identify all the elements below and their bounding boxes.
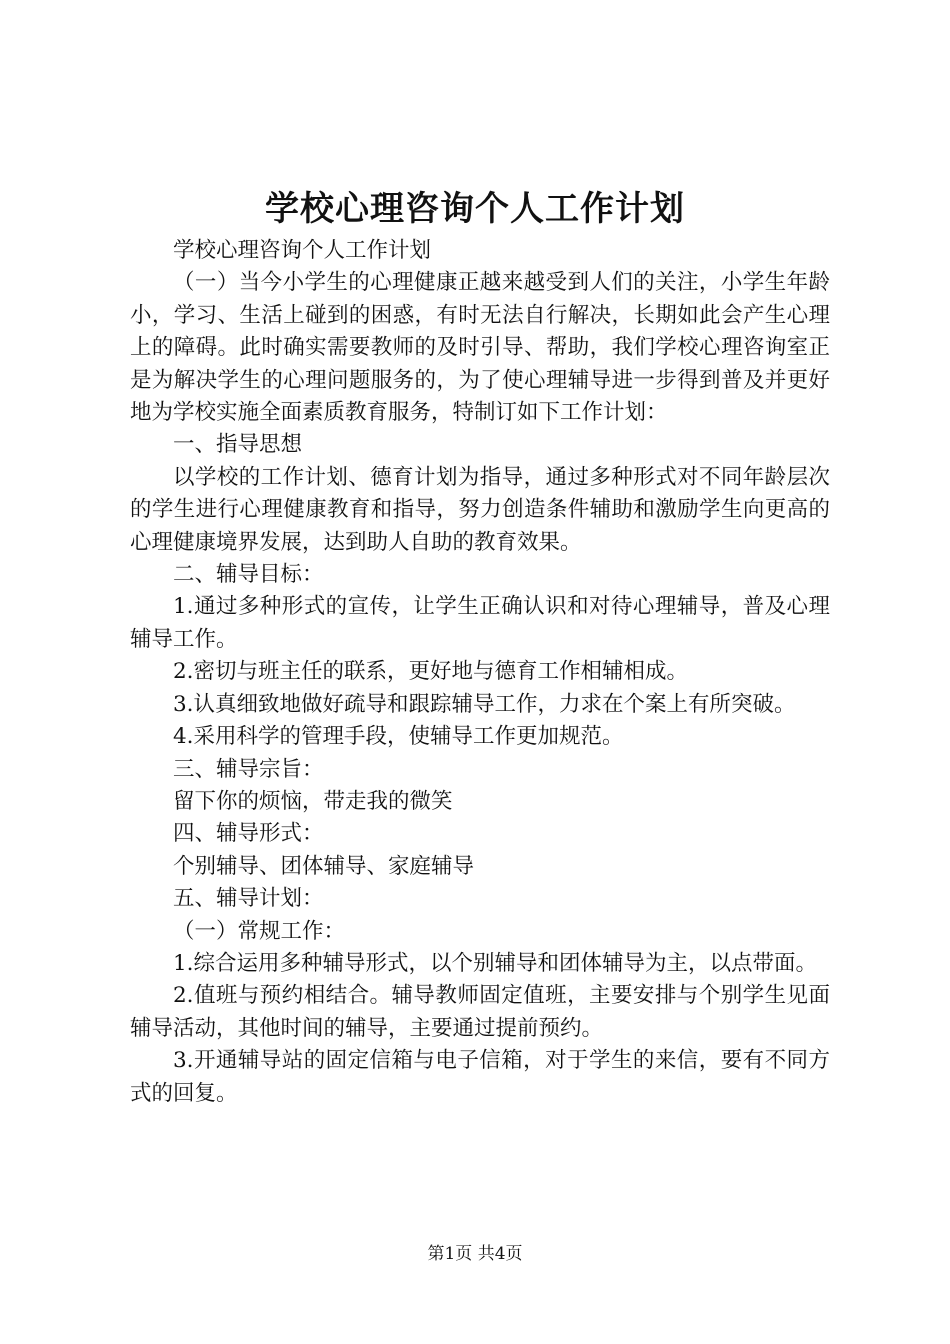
section-heading: 二、辅导目标： — [173, 562, 324, 588]
page-footer: 第1页 共4页 — [427, 1244, 523, 1264]
paragraph: 学校心理咨询个人工作计划 — [173, 238, 432, 263]
paragraph: 以学校的工作计划、德育计划为指导，通过多种形式对不同年龄层次的学生进行心理健康教育和指导，努力创造条件辅助和激励学生向更高的心理健康境界发展，达到助人自助的教育效果。 — [130, 464, 830, 555]
list-item: 4.采用科学的管理手段，使辅导工作更加规范。 — [173, 724, 624, 750]
list-item: 1.通过多种形式的宣传，让学生正确认识和对待心理辅导，普及心理辅导工作。 — [130, 594, 830, 652]
section-heading: 三、辅导宗旨： — [173, 756, 324, 782]
list-item: 1.综合运用多种辅导形式，以个别辅导和团体辅导为主，以点带面。 — [173, 950, 818, 976]
section-heading: 四、辅导形式： — [173, 821, 324, 847]
paragraph: 个别辅导、团体辅导、家庭辅导 — [173, 853, 475, 879]
subsection-heading: （一）常规工作： — [173, 918, 346, 944]
section-heading: 五、辅导计划： — [173, 886, 324, 912]
document-body — [130, 235, 830, 1110]
list-item: 2.值班与预约相结合。辅导教师固定值班，主要安排与个别学生见面辅导活动，其他时间的辅导，主要通过提前预约。 — [130, 983, 830, 1041]
list-item: 3.开通辅导站的固定信箱与电子信箱，对于学生的来信，要有不同方式的回复。 — [130, 1048, 830, 1106]
section-heading: 一、指导思想 — [173, 432, 303, 458]
list-item: 2.密切与班主任的联系，更好地与德育工作相辅相成。 — [173, 659, 689, 685]
document-title: 学校心理咨询个人工作计划 — [265, 189, 685, 229]
paragraph: （一）当今小学生的心理健康正越来越受到人们的关注，小学生年龄小，学习、生活上碰到的困惑，有时无法自行解决，长期如此会产生心理上的障碍。此时确实需要教师的及时引导、帮助，我们学校心理咨询室正是为解决学生的心理问题服务的，为了使心理辅导进一步得到普及并更好地为学校实施全面素质教育服务，特制订如下工作计划： — [130, 270, 830, 426]
list-item: 3.认真细致地做好疏导和跟踪辅导工作，力求在个案上有所突破。 — [173, 691, 796, 717]
paragraph: 留下你的烦恼，带走我的微笑 — [173, 788, 453, 814]
